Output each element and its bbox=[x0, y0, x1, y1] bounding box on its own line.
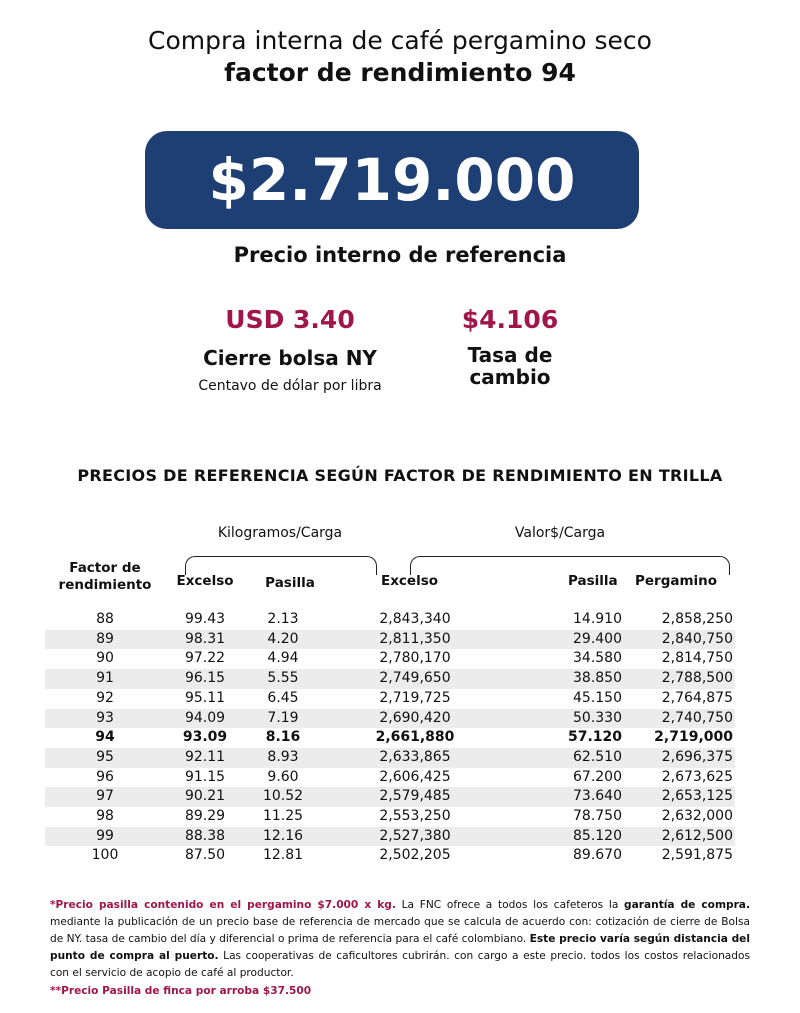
cell-pasilla-val: 50.330 bbox=[573, 709, 622, 726]
cell-pasilla-kg: 11.25 bbox=[262, 808, 304, 824]
table-row bbox=[45, 787, 735, 807]
cell-pasilla-kg: 4.20 bbox=[267, 630, 299, 647]
cell-excelso-val: 2,811,350 bbox=[379, 630, 451, 647]
cell-excelso-kg: 97.22 bbox=[184, 650, 226, 667]
cell-pasilla-val: 34.580 bbox=[573, 650, 622, 667]
header-factor-1: Factor de bbox=[69, 560, 141, 576]
footnote-bold-1: garantía de compra. bbox=[624, 899, 750, 911]
footnote-text-2: mediante la publicación de un precio base de referencia de mercado que se calcula de acuerdo con: cotización de cierre de Bolsa de NY. tasa de cambio del día y diferencial o prima de referencia para el café colombiano. bbox=[50, 916, 750, 945]
cell-pasilla-val: 85.120 bbox=[573, 827, 622, 844]
header-pasilla-kg: Pasilla bbox=[265, 575, 315, 591]
cell-factor: 88 bbox=[96, 611, 114, 627]
cell-excelso-val: 2,749,650 bbox=[379, 670, 451, 687]
cell-factor: 97 bbox=[96, 788, 114, 805]
cell-pergamino: 2,653,125 bbox=[661, 788, 733, 805]
cell-pergamino: 2,591,875 bbox=[661, 847, 733, 864]
group-kg-label: Kilogramos/Carga bbox=[217, 525, 343, 541]
cell-excelso-kg: 96.15 bbox=[184, 670, 226, 687]
table-row bbox=[45, 807, 735, 827]
header-factor-2: rendimiento bbox=[58, 577, 152, 593]
table-row bbox=[45, 610, 735, 630]
cell-excelso-kg: 91.15 bbox=[184, 768, 226, 785]
cell-excelso-val: 2,606,425 bbox=[379, 768, 451, 785]
tasa-label-1: Tasa de bbox=[467, 343, 553, 367]
footnote-text-1: La FNC ofrece a todos los cafeteros la bbox=[395, 899, 625, 911]
cell-excelso-kg: 95.11 bbox=[184, 689, 226, 706]
table-row bbox=[45, 846, 735, 866]
cell-excelso-val: 2,661,880 bbox=[375, 729, 455, 746]
tasa-label-2: cambio bbox=[469, 365, 551, 389]
cell-excelso-val: 2,527,380 bbox=[379, 827, 451, 844]
cell-pasilla-kg: 8.93 bbox=[267, 748, 299, 765]
cell-excelso-kg: 89.29 bbox=[184, 808, 226, 824]
cell-pasilla-kg: 2.13 bbox=[267, 611, 299, 627]
header-excelso-kg: Excelso bbox=[176, 573, 234, 589]
cell-excelso-val: 2,502,205 bbox=[379, 847, 451, 864]
cell-pasilla-kg: 12.81 bbox=[262, 847, 304, 864]
cell-pasilla-kg: 12.16 bbox=[262, 827, 304, 844]
cell-pasilla-kg: 4.94 bbox=[267, 650, 299, 667]
cell-pergamino: 2,673,625 bbox=[661, 768, 733, 785]
cell-pasilla-val: 45.150 bbox=[573, 689, 622, 706]
cell-factor: 90 bbox=[96, 650, 114, 667]
cell-pasilla-val: 14.910 bbox=[573, 611, 622, 627]
table-row bbox=[45, 827, 735, 847]
cell-pasilla-val: 67.200 bbox=[573, 768, 622, 785]
cell-factor: 93 bbox=[96, 709, 114, 726]
cell-factor: 95 bbox=[96, 748, 114, 765]
cell-pergamino: 2,612,500 bbox=[661, 827, 733, 844]
table-row bbox=[45, 669, 735, 689]
cell-pergamino: 2,632,000 bbox=[661, 808, 733, 824]
cell-excelso-val: 2,843,340 bbox=[379, 611, 451, 627]
cell-excelso-kg: 94.09 bbox=[184, 709, 226, 726]
cell-excelso-kg: 93.09 bbox=[182, 729, 228, 746]
cell-pasilla-val: 89.670 bbox=[573, 847, 622, 864]
header-pasilla-val: Pasilla bbox=[568, 573, 618, 589]
cell-excelso-val: 2,690,420 bbox=[379, 709, 451, 726]
cell-excelso-val: 2,553,250 bbox=[379, 808, 451, 824]
cell-factor: 99 bbox=[96, 827, 114, 844]
footnote-pasilla-finca: **Precio Pasilla de finca por arroba $37.500 bbox=[50, 985, 312, 997]
footnote bbox=[50, 897, 750, 982]
cell-excelso-kg: 92.11 bbox=[184, 748, 226, 765]
cell-pasilla-kg: 9.60 bbox=[267, 768, 299, 785]
cell-pasilla-val: 62.510 bbox=[573, 748, 622, 765]
bolsa-label: Cierre bolsa NY bbox=[203, 346, 377, 370]
cell-pergamino: 2,814,750 bbox=[661, 650, 733, 667]
header-factor bbox=[45, 560, 165, 594]
cell-pergamino: 2,788,500 bbox=[661, 670, 733, 687]
cell-pergamino: 2,764,875 bbox=[661, 689, 733, 706]
cell-factor: 96 bbox=[96, 768, 114, 785]
cell-excelso-val: 2,579,485 bbox=[379, 788, 451, 805]
title: Compra interna de café pergamino seco bbox=[148, 26, 652, 55]
footnote-bold-2: Este precio varía según distancia del punto de compra al puerto. bbox=[50, 933, 750, 962]
reference-price-label: Precio interno de referencia bbox=[233, 243, 567, 267]
tasa-label bbox=[440, 344, 580, 388]
cell-factor: 91 bbox=[96, 670, 114, 687]
cell-excelso-val: 2,719,725 bbox=[379, 689, 451, 706]
table-row bbox=[45, 709, 735, 729]
bolsa-value: USD 3.40 bbox=[225, 305, 355, 334]
cell-pergamino: 2,840,750 bbox=[661, 630, 733, 647]
section-title: PRECIOS DE REFERENCIA SEGÚN FACTOR DE RENDIMIENTO EN TRILLA bbox=[77, 466, 723, 485]
cell-pergamino: 2,858,250 bbox=[661, 611, 733, 627]
table-row bbox=[45, 748, 735, 768]
cell-excelso-kg: 88.38 bbox=[184, 827, 226, 844]
header-excelso-val: Excelso bbox=[381, 573, 439, 589]
footnote-pasilla: *Precio pasilla contenido en el pergamino $7.000 x kg. bbox=[50, 899, 396, 911]
cell-pasilla-val: 78.750 bbox=[573, 808, 622, 824]
cell-factor: 100 bbox=[91, 847, 119, 864]
cell-excelso-val: 2,633,865 bbox=[379, 748, 451, 765]
footnote-text-3: Las cooperativas de caficultores cubrirán. con cargo a este precio. todos los costos relacionados con el servicio de acopio de café al productor. bbox=[50, 950, 751, 979]
cell-factor: 98 bbox=[96, 808, 114, 824]
cell-pasilla-kg: 8.16 bbox=[265, 729, 301, 746]
cell-factor: 94 bbox=[95, 729, 115, 746]
group-valor-label: Valor$/Carga bbox=[514, 525, 606, 541]
reference-price: $2.719.000 bbox=[145, 131, 639, 229]
cell-pergamino: 2,696,375 bbox=[661, 748, 733, 765]
tasa-value: $4.106 bbox=[461, 305, 559, 334]
cell-pasilla-val: 57.120 bbox=[567, 729, 622, 746]
header-pergamino: Pergamino bbox=[635, 573, 718, 589]
cell-excelso-kg: 99.43 bbox=[184, 611, 226, 627]
cell-pasilla-kg: 5.55 bbox=[267, 670, 299, 687]
cell-pasilla-val: 73.640 bbox=[573, 788, 622, 805]
cell-pergamino: 2,740,750 bbox=[661, 709, 733, 726]
table-row bbox=[45, 728, 735, 748]
cell-excelso-kg: 87.50 bbox=[184, 847, 226, 864]
cell-excelso-kg: 90.21 bbox=[184, 788, 226, 805]
cell-pasilla-kg: 6.45 bbox=[267, 689, 299, 706]
table-row bbox=[45, 689, 735, 709]
cell-excelso-kg: 98.31 bbox=[184, 630, 226, 647]
cell-pergamino: 2,719,000 bbox=[654, 729, 733, 746]
table-row bbox=[45, 768, 735, 788]
cell-pasilla-kg: 10.52 bbox=[262, 788, 304, 805]
cell-factor: 92 bbox=[96, 689, 114, 706]
subtitle: factor de rendimiento 94 bbox=[224, 58, 576, 87]
cell-pasilla-val: 38.850 bbox=[573, 670, 622, 687]
cell-pasilla-kg: 7.19 bbox=[267, 709, 299, 726]
table-row bbox=[45, 630, 735, 650]
cell-factor: 89 bbox=[96, 630, 114, 647]
table-row bbox=[45, 649, 735, 669]
cell-excelso-val: 2,780,170 bbox=[379, 650, 451, 667]
bolsa-sublabel: Centavo de dólar por libra bbox=[198, 378, 382, 394]
cell-pasilla-val: 29.400 bbox=[573, 630, 622, 647]
